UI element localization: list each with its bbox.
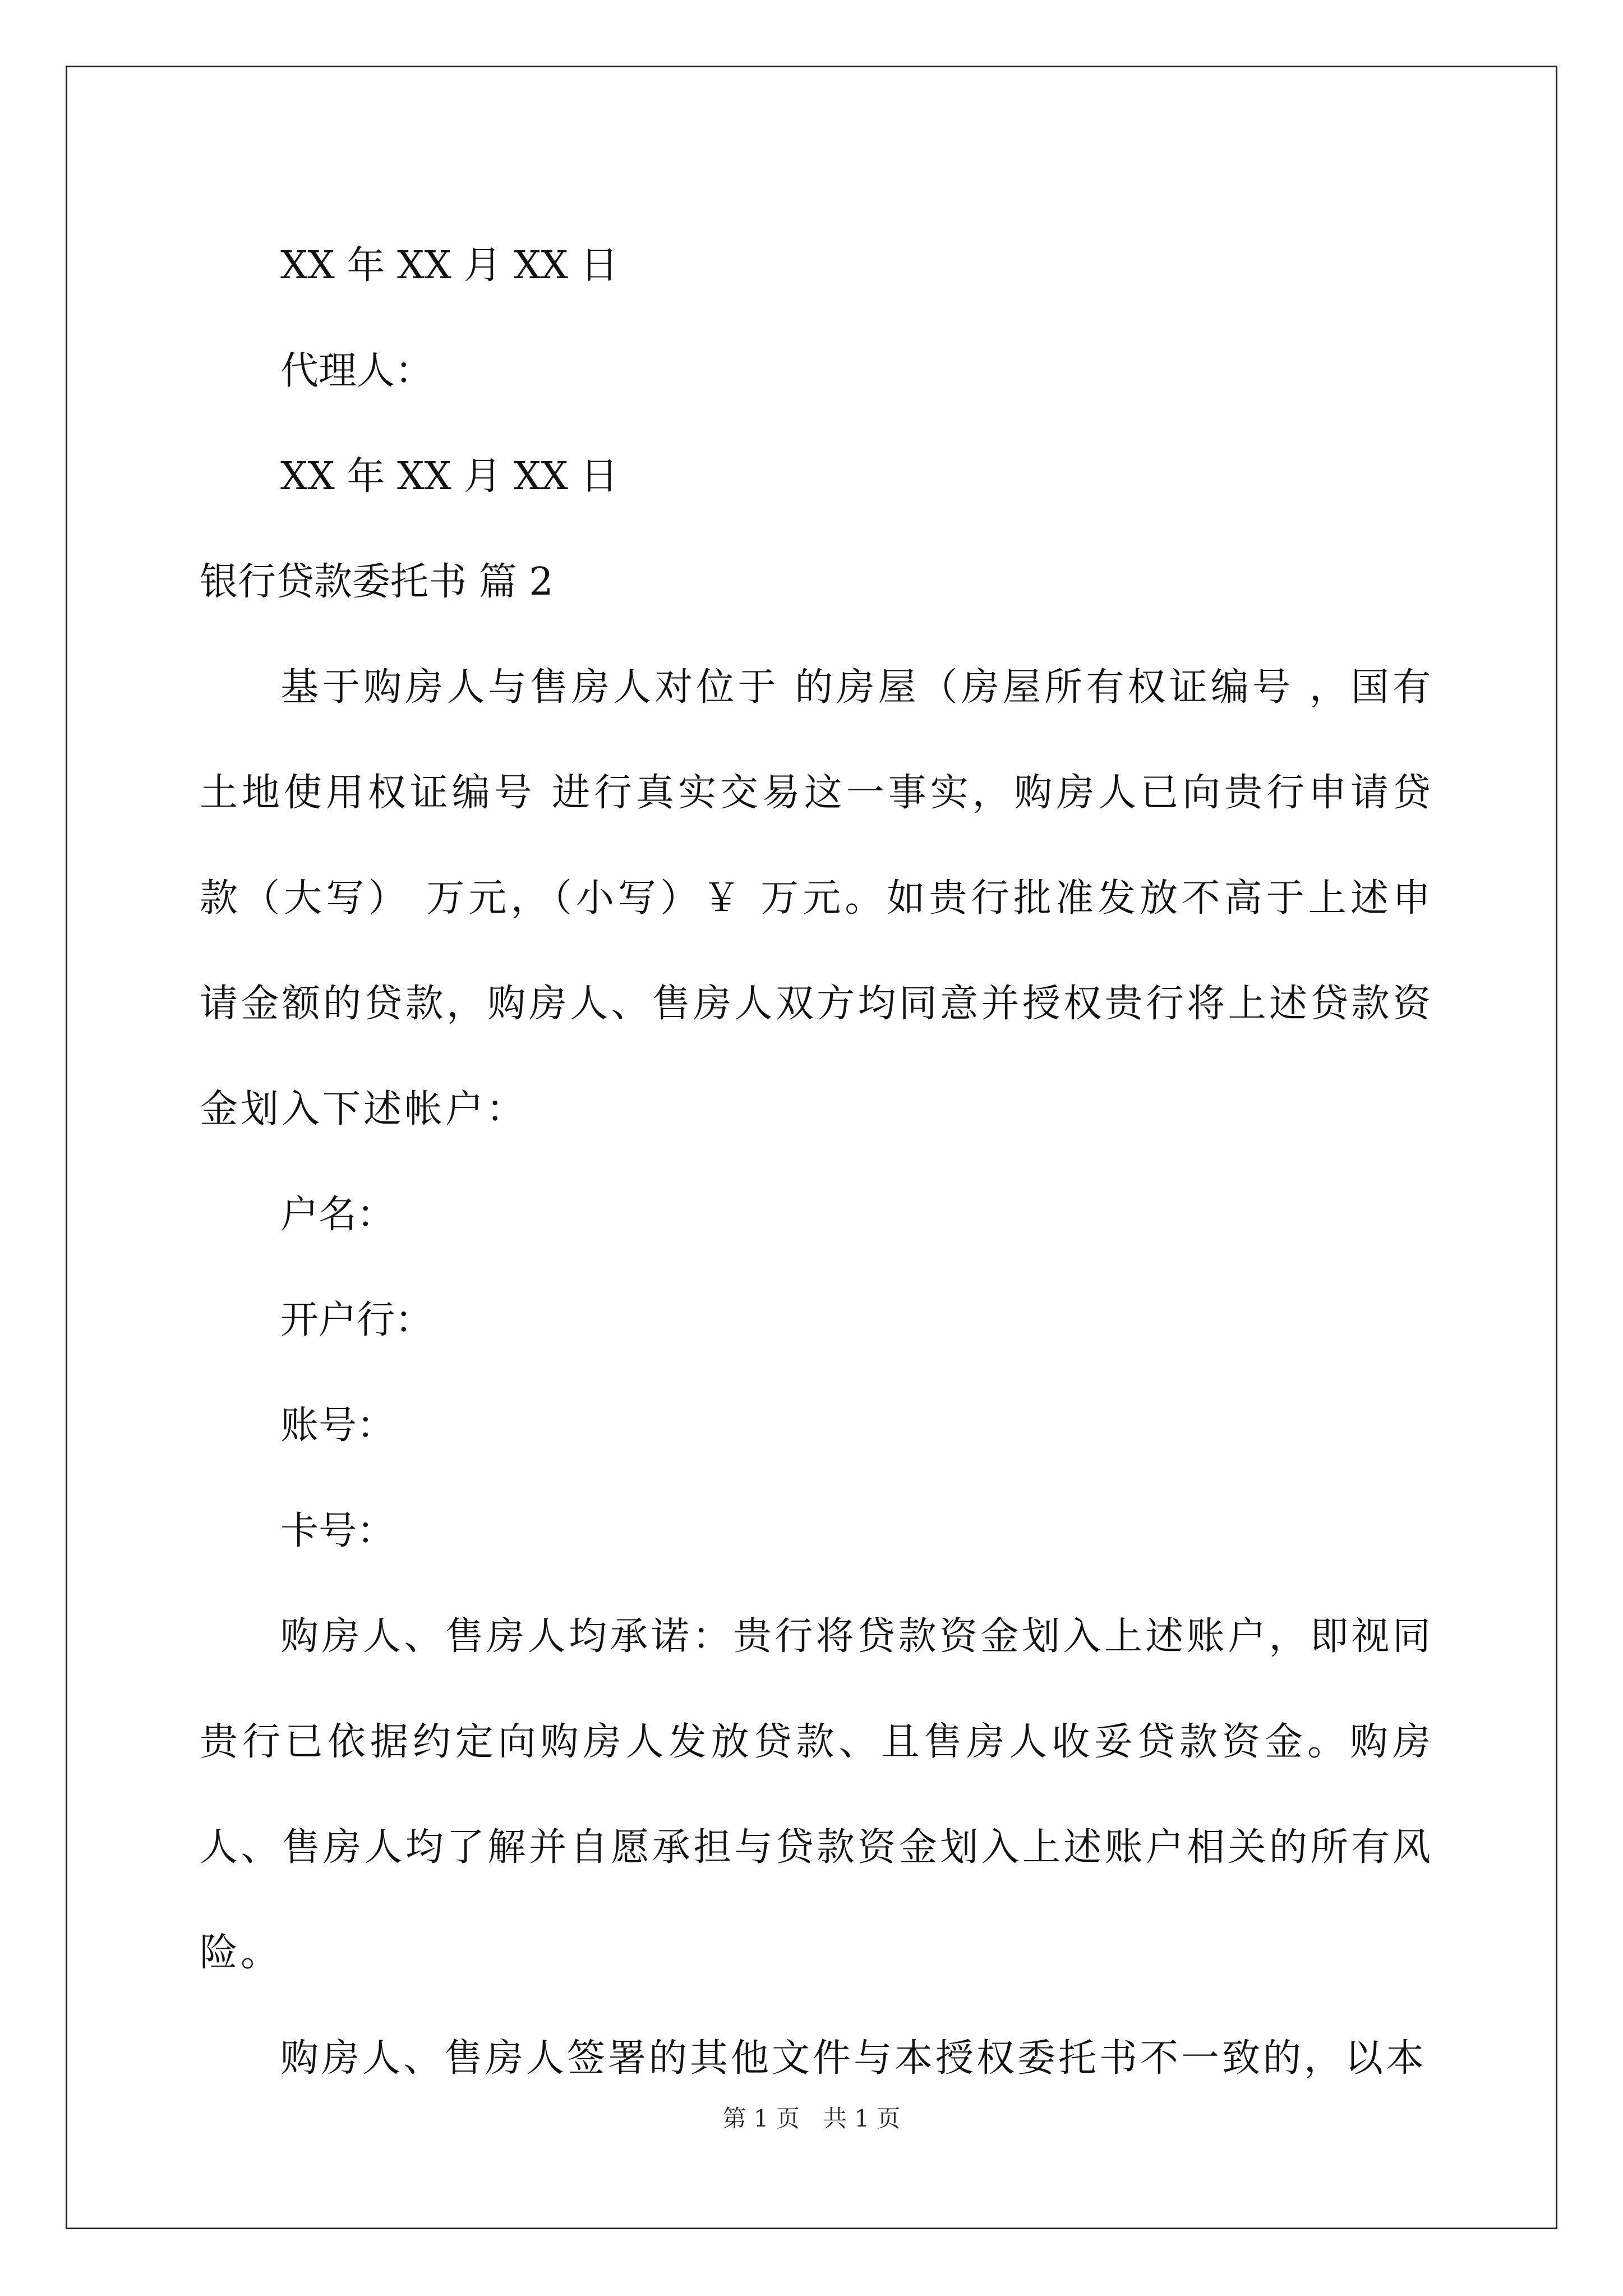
field-opening-bank: 开户行：	[280, 1298, 434, 1342]
field-account-number: 账号：	[280, 1404, 395, 1448]
document-body	[200, 213, 1433, 2111]
authorization-paragraph: 基于购房人与售房人对位于 的房屋（房屋所有权证编号 ，国有土地使用权证编号 进行真实交易这一事实，购房人已向贵行申请贷款（大写） 万元，（小写）￥ 万元。如贵行批准发放不高于上述申请金额的贷款，购房人、售房人双方均同意并授权贵行将上述贷款资金划入下述帐户：	[200, 665, 1433, 1131]
page-number-footer: 第 1 页 共 1 页	[722, 2105, 901, 2132]
date-line-1: XX 年 XX 月 XX 日	[280, 243, 619, 288]
date-line-2: XX 年 XX 月 XX 日	[280, 454, 619, 499]
section-heading: 银行贷款委托书 篇 2	[200, 560, 554, 604]
field-account-name: 户名：	[280, 1193, 395, 1237]
agent-label: 代理人：	[280, 349, 434, 393]
field-card-number: 卡号：	[280, 1509, 395, 1553]
precedence-paragraph: 购房人、售房人签署的其他文件与本授权委托书不一致的，以本	[280, 2036, 1427, 2081]
commitment-paragraph: 购房人、售房人均承诺：贵行将贷款资金划入上述账户，即视同贵行已依据约定向购房人发放贷款、且售房人收妥贷款资金。购房人、售房人均了解并自愿承担与贷款资金划入上述账户相关的所有风险。	[200, 1614, 1433, 1975]
